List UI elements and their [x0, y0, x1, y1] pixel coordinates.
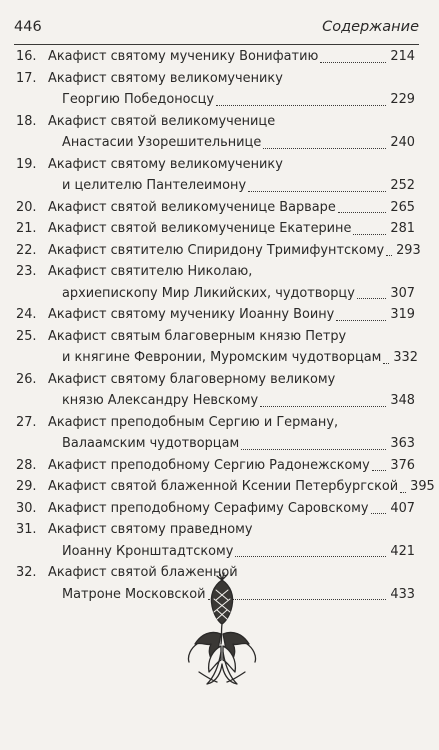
entry-title: Акафист святому праведному — [48, 522, 253, 537]
entry-number: 27. — [16, 414, 37, 430]
toc-entry-line — [16, 519, 415, 541]
dot-leader — [386, 255, 392, 256]
entry-page-number: 307 — [390, 285, 415, 301]
toc-entry-line — [16, 283, 415, 305]
entry-title: Акафист святым благоверным князю Петру — [48, 328, 347, 344]
toc-entry — [16, 240, 421, 262]
dot-leader — [400, 492, 406, 493]
entry-page-number: 265 — [390, 199, 415, 215]
entry-number: 32. — [16, 565, 37, 580]
entry-title: Акафист преподобному Сергию Радонежскому — [48, 457, 370, 473]
toc-entry — [16, 412, 415, 455]
entry-page-number: 348 — [390, 393, 415, 408]
toc-entry-line — [16, 412, 415, 434]
toc-entry-line — [16, 218, 415, 240]
toc-entry — [16, 68, 415, 111]
toc-entry-line — [16, 326, 415, 348]
entry-title: Акафист святой блаженной — [48, 565, 238, 580]
table-of-contents — [16, 46, 435, 605]
entry-number: 22. — [16, 242, 37, 258]
dot-leader — [320, 62, 386, 63]
entry-title: Акафист святому великомученику — [48, 156, 283, 172]
dot-leader — [248, 191, 386, 192]
entry-number: 31. — [16, 522, 37, 537]
toc-entry — [16, 304, 415, 326]
dot-leader — [371, 513, 387, 514]
entry-number: 16. — [16, 49, 37, 64]
toc-entry — [16, 498, 415, 520]
entry-title: Иоанну Кронштадтскому — [62, 543, 234, 559]
entry-title: Акафист святой блаженной Ксении Петербургской — [48, 479, 399, 494]
dot-leader — [338, 212, 387, 213]
toc-entry — [16, 111, 415, 154]
dot-leader — [357, 298, 387, 299]
toc-entry — [16, 46, 415, 68]
toc-entry-line — [16, 541, 415, 563]
toc-entry — [16, 519, 415, 562]
toc-entry — [16, 154, 415, 197]
entry-title: Георгию Победоносцу — [62, 92, 215, 107]
entry-title: Акафист святой великомученице Екатерине — [48, 221, 352, 236]
entry-title: Акафист преподобным Сергию и Герману, — [48, 414, 339, 430]
toc-entry-line — [16, 197, 415, 219]
entry-title: Валаамским чудотворцам — [62, 436, 240, 451]
entry-page-number: 214 — [390, 49, 415, 64]
toc-entry-line — [16, 455, 415, 477]
entry-title: Акафист святому благоверному великому — [48, 371, 336, 387]
toc-entry-line — [16, 46, 415, 68]
toc-entry-line — [16, 390, 415, 412]
entry-title: Акафист святой великомученице Варваре — [48, 199, 336, 215]
dot-leader — [263, 148, 386, 149]
entry-number: 17. — [16, 70, 37, 86]
entry-number: 25. — [16, 328, 37, 344]
toc-entry-line — [16, 476, 435, 498]
toc-entry — [16, 326, 418, 369]
entry-title: Акафист святому мученику Вонифатию — [48, 49, 319, 64]
toc-entry — [16, 197, 415, 219]
toc-entry-line — [16, 261, 415, 283]
entry-page-number: 229 — [390, 92, 415, 107]
entry-number: 29. — [16, 479, 37, 494]
entry-number: 21. — [16, 221, 37, 236]
entry-number: 19. — [16, 156, 37, 172]
entry-number: 20. — [16, 199, 37, 215]
entry-page-number: 407 — [390, 500, 415, 516]
toc-entry — [16, 455, 415, 477]
toc-entry-line — [16, 89, 415, 111]
toc-entry-line — [16, 433, 415, 455]
entry-page-number: 252 — [390, 178, 415, 193]
entry-page-number: 433 — [390, 586, 415, 602]
toc-entry — [16, 218, 415, 240]
entry-page-number: 281 — [390, 221, 415, 236]
dot-leader — [260, 406, 386, 407]
toc-entry — [16, 261, 415, 304]
entry-title: Акафист преподобному Серафиму Саровскому — [48, 500, 369, 516]
dot-leader — [241, 449, 386, 450]
entry-title: Акафист святителю Николаю, — [48, 264, 253, 279]
entry-title: князю Александру Невскому — [62, 393, 259, 408]
entry-page-number: 395 — [410, 479, 435, 494]
dot-leader — [353, 234, 386, 235]
entry-number: 28. — [16, 457, 37, 473]
toc-entry-line — [16, 240, 421, 262]
toc-entry-line — [16, 347, 418, 369]
entry-number: 18. — [16, 113, 37, 129]
toc-entry-line — [16, 111, 415, 133]
entry-title: Акафист святой великомученице — [48, 113, 276, 129]
running-header — [14, 14, 419, 45]
toc-entry-line — [16, 68, 415, 90]
entry-page-number: 293 — [396, 242, 421, 258]
floral-ornament-icon — [177, 572, 267, 692]
entry-page-number: 240 — [390, 135, 415, 150]
dot-leader — [235, 556, 386, 557]
entry-title: Анастасии Узорешительнице — [62, 135, 262, 150]
entry-number: 24. — [16, 307, 37, 322]
entry-page-number: 319 — [390, 307, 415, 322]
entry-number: 30. — [16, 500, 37, 516]
entry-page-number: 376 — [390, 457, 415, 473]
toc-entry-line — [16, 498, 415, 520]
dot-leader — [372, 470, 387, 471]
entry-number: 23. — [16, 264, 37, 279]
entry-page-number: 332 — [393, 350, 418, 365]
entry-title: Акафист святителю Спиридону Тримифунтскому — [48, 242, 385, 258]
toc-entry — [16, 369, 415, 412]
entry-number: 26. — [16, 371, 37, 387]
entry-title: Акафист святому великомученику — [48, 70, 283, 86]
entry-title: Матроне Московской — [62, 586, 206, 602]
page-number: 446 — [14, 19, 42, 35]
entry-page-number: 421 — [390, 543, 415, 559]
entry-title: Акафист святому мученику Иоанну Воину — [48, 307, 335, 322]
toc-entry — [16, 476, 435, 498]
dot-leader — [216, 105, 386, 106]
toc-entry-line — [16, 154, 415, 176]
dot-leader — [383, 363, 389, 364]
dot-leader — [336, 320, 386, 321]
toc-entry-line — [16, 304, 415, 326]
section-title: Содержание — [322, 19, 419, 35]
entry-title: и целителю Пантелеимону — [62, 178, 247, 193]
toc-entry-line — [16, 369, 415, 391]
entry-title: архиепископу Мир Ликийских, чудотворцу — [62, 285, 355, 301]
toc-entry-line — [16, 132, 415, 154]
entry-title: и княгине Февронии, Муромским чудотворцам — [62, 350, 382, 365]
entry-page-number: 363 — [390, 436, 415, 451]
toc-entry-line — [16, 175, 415, 197]
